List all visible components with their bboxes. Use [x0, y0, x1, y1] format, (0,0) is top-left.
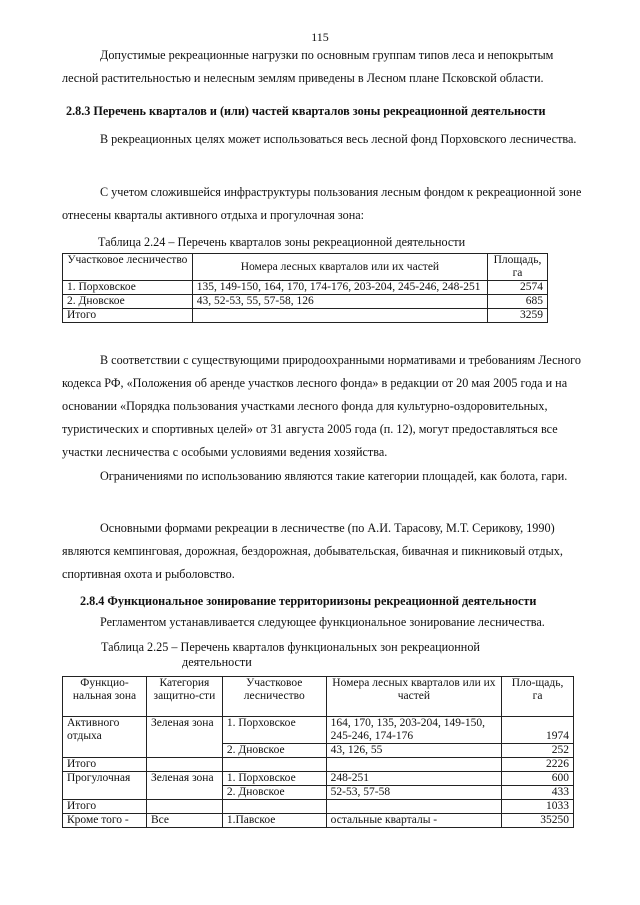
cell-empty	[192, 309, 487, 323]
cell-zone-active: Активного отдыха	[63, 717, 147, 758]
cell-area: 433	[502, 786, 574, 800]
cell-area: 2574	[488, 281, 548, 295]
header-forestry: Участковое лесничество	[222, 677, 326, 717]
cell-total-area: 3259	[488, 309, 548, 323]
cell-quarters: остальные кварталы -	[326, 814, 501, 828]
header-area: Пло-щадь, га	[502, 677, 574, 717]
header-category: Категория защитно-сти	[146, 677, 222, 717]
table-total-row	[63, 309, 548, 323]
cell-quarters: 248-251	[326, 772, 501, 786]
cell-forestry: 1. Порховское	[222, 717, 326, 744]
table-row	[63, 717, 574, 744]
cell-total-area: 1033	[502, 800, 574, 814]
header-quarters: Номера лесных кварталов или их частей	[192, 254, 487, 281]
table-row	[63, 772, 574, 786]
cell-quarters: 164, 170, 135, 203-204, 149-150, 245-246, 174-176	[326, 717, 501, 744]
cell-area: 35250	[502, 814, 574, 828]
table-2-25-caption-line2: деятельности	[182, 655, 252, 669]
cell-total-area: 2226	[502, 758, 574, 772]
cell-quarters: 43, 52-53, 55, 57-58, 126	[192, 295, 487, 309]
cell-area: 600	[502, 772, 574, 786]
table-total-row	[63, 800, 574, 814]
cell-category-green: Зеленая зона	[146, 717, 222, 758]
table-total-row	[63, 758, 574, 772]
header-area: Площадь, га	[488, 254, 548, 281]
table-row	[63, 281, 548, 295]
cell-forestry: 2. Дновское	[63, 295, 193, 309]
paragraph-recreation-loads: Допустимые рекреационные нагрузки по основным группам типов леса и непокрытым лесной растительностью и нелесным землям приведены в Лесном плане Псковской области.	[62, 48, 554, 85]
cell-zone-except: Кроме того -	[63, 814, 147, 828]
table-2-25	[62, 676, 574, 828]
section-heading-2-8-3: 2.8.3 Перечень кварталов и (или) частей кварталов зоны рекреационной деятельности	[66, 104, 546, 118]
cell-forestry: 1. Порховское	[63, 281, 193, 295]
cell-total-label: Итого	[63, 800, 147, 814]
cell-empty	[222, 758, 326, 772]
cell-empty	[146, 758, 222, 772]
section-heading-2-8-4: 2.8.4 Функциональное зонирование территориизоны рекреационной деятельности	[80, 594, 537, 608]
cell-forestry: 1.Павское	[222, 814, 326, 828]
cell-empty	[326, 800, 501, 814]
table-2-25-caption-line1: Таблица 2.25 – Перечень кварталов функциональных зон рекреационной	[101, 640, 480, 654]
cell-quarters: 135, 149-150, 164, 170, 174-176, 203-204, 245-246, 248-251	[192, 281, 487, 295]
cell-forestry: 1. Порховское	[222, 772, 326, 786]
cell-area: 685	[488, 295, 548, 309]
cell-category-green: Зеленая зона	[146, 772, 222, 800]
cell-forestry: 2. Дновское	[222, 744, 326, 758]
cell-zone-walk: Прогулочная	[63, 772, 147, 800]
cell-quarters: 52-53, 57-58	[326, 786, 501, 800]
paragraph-forest-fund: В рекреационных целях может использоваться весь лесной фонд Порховского лесничества.	[100, 132, 577, 146]
header-forestry: Участковое лесничество	[63, 254, 193, 281]
header-quarters: Номера лесных кварталов или их частей	[326, 677, 501, 717]
paragraph-recreation-forms: Основными формами рекреации в лесничестве (по А.И. Тарасову, М.Т. Серикову, 1990) являются кемпинговая, дорожная, бездорожная, добывательская, бивачная и пикниковый отдых, спортивная охота и рыболовство.	[62, 521, 563, 581]
cell-category-all: Все	[146, 814, 222, 828]
cell-empty	[326, 758, 501, 772]
paragraph-regulations: В соответствии с существующими природоохранными нормативами и требованиям Лесного кодекса РФ, «Положения об аренде участков лесного фонда» в редакции от 20 мая 2005 года и на основании «Порядка пользования участками лесного фонда для культурно-оздоровительных, туристических и спортивных целей» от 31 августа 2005 года (п. 12), могут предоставляться все участки лесничества с особыми условиями ведения хозяйства.	[62, 353, 581, 459]
cell-total-label: Итого	[63, 758, 147, 772]
table-2-24	[62, 253, 548, 323]
cell-area: 252	[502, 744, 574, 758]
paragraph-infrastructure: С учетом сложившейся инфраструктуры пользования лесным фондом к рекреационной зоне отнесены кварталы активного отдыха и прогулочная зона:	[62, 185, 582, 222]
table-row	[63, 814, 574, 828]
page-number: 115	[311, 30, 329, 44]
cell-area: 1974	[502, 717, 574, 744]
header-zone: Функцио-нальная зона	[63, 677, 147, 717]
cell-empty	[222, 800, 326, 814]
cell-forestry: 2. Дновское	[222, 786, 326, 800]
paragraph-restrictions: Ограничениями по использованию являются такие категории площадей, как болота, гари.	[100, 469, 568, 483]
paragraph-zoning: Регламентом устанавливается следующее функциональное зонирование лесничества.	[100, 615, 545, 629]
table-row	[63, 295, 548, 309]
table-header-row	[63, 677, 574, 717]
cell-empty	[146, 800, 222, 814]
table-2-24-caption: Таблица 2.24 – Перечень кварталов зоны рекреационной деятельности	[98, 235, 466, 249]
table-header-row	[63, 254, 548, 281]
cell-quarters: 43, 126, 55	[326, 744, 501, 758]
cell-total-label: Итого	[63, 309, 193, 323]
